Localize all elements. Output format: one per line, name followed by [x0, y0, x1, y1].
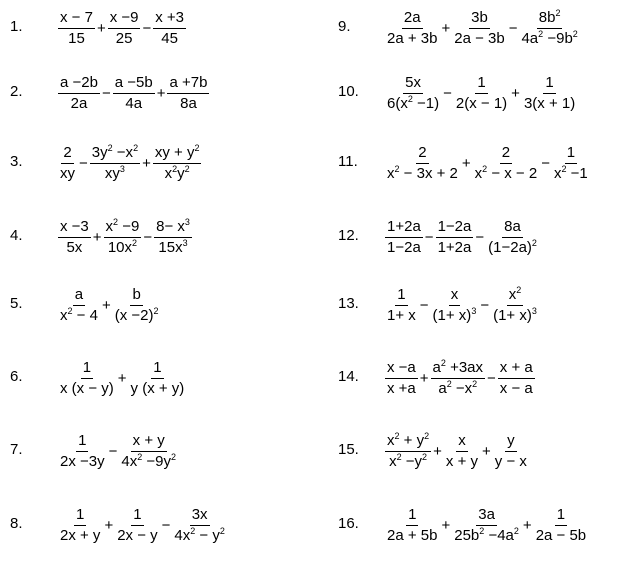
fraction: [58, 74, 100, 113]
fraction: [58, 9, 95, 48]
denominator: $x^2 -1$: [553, 163, 588, 182]
expression: [384, 505, 589, 545]
fraction: [154, 218, 192, 257]
expression: [57, 73, 210, 113]
numerator: 1: [475, 74, 487, 94]
expression: [57, 505, 228, 545]
expression: [384, 358, 536, 398]
numerator: 5x: [403, 74, 423, 94]
denominator: x +a: [387, 379, 416, 397]
operator: −: [424, 228, 434, 246]
fraction: [491, 286, 539, 325]
denominator: 2a + 3b: [387, 29, 438, 47]
denominator: $25b^2 -4a^2$: [454, 525, 519, 544]
denominator: 2a + 5b: [387, 526, 438, 544]
numerator: 2a: [402, 9, 423, 29]
fraction: [58, 506, 102, 545]
fraction: [172, 506, 226, 545]
expression: [57, 285, 162, 325]
numerator: 1: [151, 359, 163, 379]
numerator: a −5b: [113, 74, 155, 94]
expression: [57, 143, 202, 183]
operator: −: [475, 228, 485, 246]
denominator: 2(x − 1): [455, 94, 508, 112]
fraction: [58, 359, 116, 398]
operator: −: [508, 19, 518, 37]
problem-number: 13.: [338, 295, 359, 312]
fraction: [385, 144, 460, 183]
operator: +: [419, 369, 429, 387]
numerator: $x^2 -9$: [104, 218, 142, 238]
denominator: $6(x^2 -1)$: [387, 93, 440, 112]
operator: −: [108, 442, 118, 460]
numerator: a +7b: [167, 74, 209, 94]
fraction: [385, 506, 439, 545]
expression: [384, 143, 591, 183]
problem-number: 16.: [338, 515, 359, 532]
denominator: 4a: [125, 94, 143, 112]
denominator: $x^2 - x - 2$: [474, 163, 538, 182]
numerator: 1: [543, 74, 555, 94]
numerator: y: [505, 432, 517, 452]
numerator: $x^2$: [507, 286, 524, 306]
fraction: [431, 286, 479, 325]
operator: −: [143, 228, 153, 246]
operator: +: [117, 369, 127, 387]
numerator: 3b: [469, 9, 490, 29]
operator: −: [101, 84, 111, 102]
fraction: [108, 9, 141, 48]
denominator: 2x − y: [117, 526, 158, 544]
fraction: [104, 218, 142, 257]
numerator: $x^2 + y^2$: [385, 432, 431, 452]
problem-number: 4.: [10, 227, 23, 244]
denominator: $x^2 -y^2$: [389, 451, 428, 470]
numerator: x −a: [385, 359, 418, 379]
fraction: [452, 9, 506, 48]
fraction: [552, 144, 590, 183]
numerator: x −3: [58, 218, 91, 238]
problem-number: 11.: [338, 153, 358, 170]
denominator: x + y: [445, 452, 479, 470]
numerator: 2: [500, 144, 512, 164]
numerator: 1: [76, 432, 88, 452]
fraction: [129, 359, 187, 398]
fraction: [534, 506, 588, 545]
numerator: 8a: [502, 218, 523, 238]
denominator: 3(x + 1): [523, 94, 576, 112]
denominator: $10x^2$: [107, 237, 138, 256]
fraction: [113, 74, 155, 113]
fraction: [58, 432, 107, 471]
fraction: [454, 74, 509, 113]
operator: +: [104, 516, 114, 534]
problem-number: 6.: [10, 368, 23, 385]
operator: −: [419, 296, 429, 314]
denominator: 2a − 5b: [535, 526, 587, 544]
fraction: [385, 74, 441, 113]
numerator: x +3: [153, 9, 186, 29]
problem-number: 9.: [338, 18, 351, 35]
fraction: [153, 9, 186, 48]
operator: +: [441, 516, 451, 534]
numerator: $a^2 +3ax$: [431, 359, 485, 379]
fraction: [385, 9, 439, 48]
denominator: 45: [161, 29, 178, 47]
denominator: x − a: [499, 379, 533, 397]
denominator: 5x: [66, 238, 83, 256]
numerator: b: [130, 286, 142, 306]
numerator: 1: [74, 506, 86, 526]
fraction: [436, 218, 474, 257]
operator: +: [482, 442, 491, 460]
fraction: [452, 506, 521, 545]
problem-number: 3.: [10, 153, 23, 170]
denominator: 2a − 3b: [454, 29, 505, 47]
operator: +: [522, 516, 532, 534]
numerator: x: [449, 286, 461, 306]
expression: [57, 431, 179, 471]
operator: +: [101, 296, 111, 314]
denominator: $(x -2)^2$: [114, 305, 159, 324]
operator: +: [461, 154, 471, 172]
expression: [57, 217, 193, 257]
numerator: 1: [406, 506, 418, 526]
denominator: xy: [60, 164, 75, 182]
operator: −: [541, 154, 550, 172]
denominator: $(1+ x)^3$: [432, 305, 477, 324]
problem-number: 14.: [338, 368, 359, 385]
numerator: 2: [416, 144, 428, 164]
denominator: $(1-2a)^2$: [488, 237, 537, 256]
denominator: $4x^2 -9y^2$: [121, 451, 177, 470]
operator: +: [142, 154, 151, 172]
fraction: [519, 9, 579, 48]
denominator: 2a: [70, 94, 88, 112]
denominator: $4a^2 -9b^2$: [521, 28, 578, 47]
numerator: 2: [61, 144, 73, 164]
expression: [384, 8, 581, 48]
numerator: 1−2a: [436, 218, 474, 238]
fraction: [486, 218, 539, 257]
denominator: $xy^3$: [104, 163, 125, 182]
operator: +: [156, 84, 166, 102]
denominator: 1+ x: [387, 306, 416, 324]
operator: −: [142, 19, 152, 37]
fraction: [473, 144, 540, 183]
expression: [57, 358, 187, 398]
numerator: a: [73, 286, 85, 306]
expression: [57, 8, 187, 48]
numerator: xy + $y^2$: [153, 144, 202, 164]
denominator: 25: [115, 29, 133, 47]
denominator: 8a: [180, 94, 197, 112]
fraction: [153, 144, 202, 183]
fraction: [522, 74, 577, 113]
fraction: [498, 359, 535, 398]
operator: +: [96, 19, 106, 37]
fraction: [58, 218, 91, 257]
denominator: 1−2a: [387, 238, 421, 256]
numerator: x − 7: [58, 9, 95, 29]
operator: −: [79, 154, 88, 172]
problem-number: 10.: [338, 83, 359, 100]
fraction: [444, 432, 480, 471]
operator: −: [480, 296, 490, 314]
operator: +: [433, 442, 442, 460]
numerator: x + a: [498, 359, 535, 379]
numerator: 1: [395, 286, 407, 306]
denominator: 1+2a: [437, 238, 472, 256]
problem-number: 7.: [10, 441, 23, 458]
problem-number: 15.: [338, 441, 359, 458]
denominator: y (x + y): [130, 379, 185, 397]
denominator: 2x −3y: [60, 452, 105, 470]
numerator: x −9: [108, 9, 141, 29]
fraction: [58, 144, 77, 183]
problem-number: 12.: [338, 227, 359, 244]
numerator: x + y: [131, 432, 167, 452]
fraction: [58, 286, 100, 325]
denominator: 15: [68, 29, 85, 47]
numerator: $3y^2 -x^2$: [90, 144, 140, 164]
denominator: $x^2y^2$: [164, 163, 190, 182]
fraction: [385, 218, 423, 257]
problem-number: 2.: [10, 83, 23, 100]
operator: −: [161, 516, 171, 534]
denominator: $(1+ x)^3$: [493, 305, 537, 324]
problem-number: 1.: [10, 18, 23, 35]
numerator: x: [456, 432, 468, 452]
numerator: 1: [555, 506, 567, 526]
denominator: 2x + y: [60, 526, 101, 544]
expression: [384, 217, 540, 257]
numerator: 1: [565, 144, 577, 164]
fraction: [493, 432, 529, 471]
fraction: [385, 286, 418, 325]
operator: +: [441, 19, 451, 37]
fraction: [431, 359, 485, 398]
denominator: $x^2 - 4$: [60, 305, 98, 324]
numerator: 3a: [476, 506, 497, 526]
operator: +: [92, 228, 102, 246]
denominator: y − x: [494, 452, 527, 470]
denominator: x (x − y): [60, 379, 114, 397]
fraction: [115, 506, 159, 545]
numerator: 1+2a: [385, 218, 423, 238]
expression: [384, 285, 540, 325]
fraction: [167, 74, 209, 113]
fraction: [385, 432, 431, 471]
numerator: a −2b: [58, 74, 100, 94]
problem-number: 8.: [10, 515, 23, 532]
denominator: $a^2 -x^2$: [438, 378, 478, 397]
denominator: $x^2 - 3x + 2$: [387, 163, 458, 182]
numerator: 3x: [190, 506, 210, 526]
fraction: [385, 359, 418, 398]
operator: −: [487, 369, 496, 387]
operator: +: [511, 84, 520, 102]
problem-number: 5.: [10, 295, 23, 312]
numerator: 1: [81, 359, 93, 379]
numerator: 1: [131, 506, 143, 526]
fraction: [119, 432, 178, 471]
fraction: [113, 286, 161, 325]
expression: [384, 431, 530, 471]
numerator: $8- x^3$: [154, 218, 192, 238]
expression: [384, 73, 578, 113]
denominator: $15x^3$: [158, 237, 188, 256]
operator: −: [443, 84, 452, 102]
fraction: [90, 144, 140, 183]
numerator: $8b^2$: [537, 9, 563, 29]
denominator: $4x^2 - y^2$: [174, 525, 225, 544]
